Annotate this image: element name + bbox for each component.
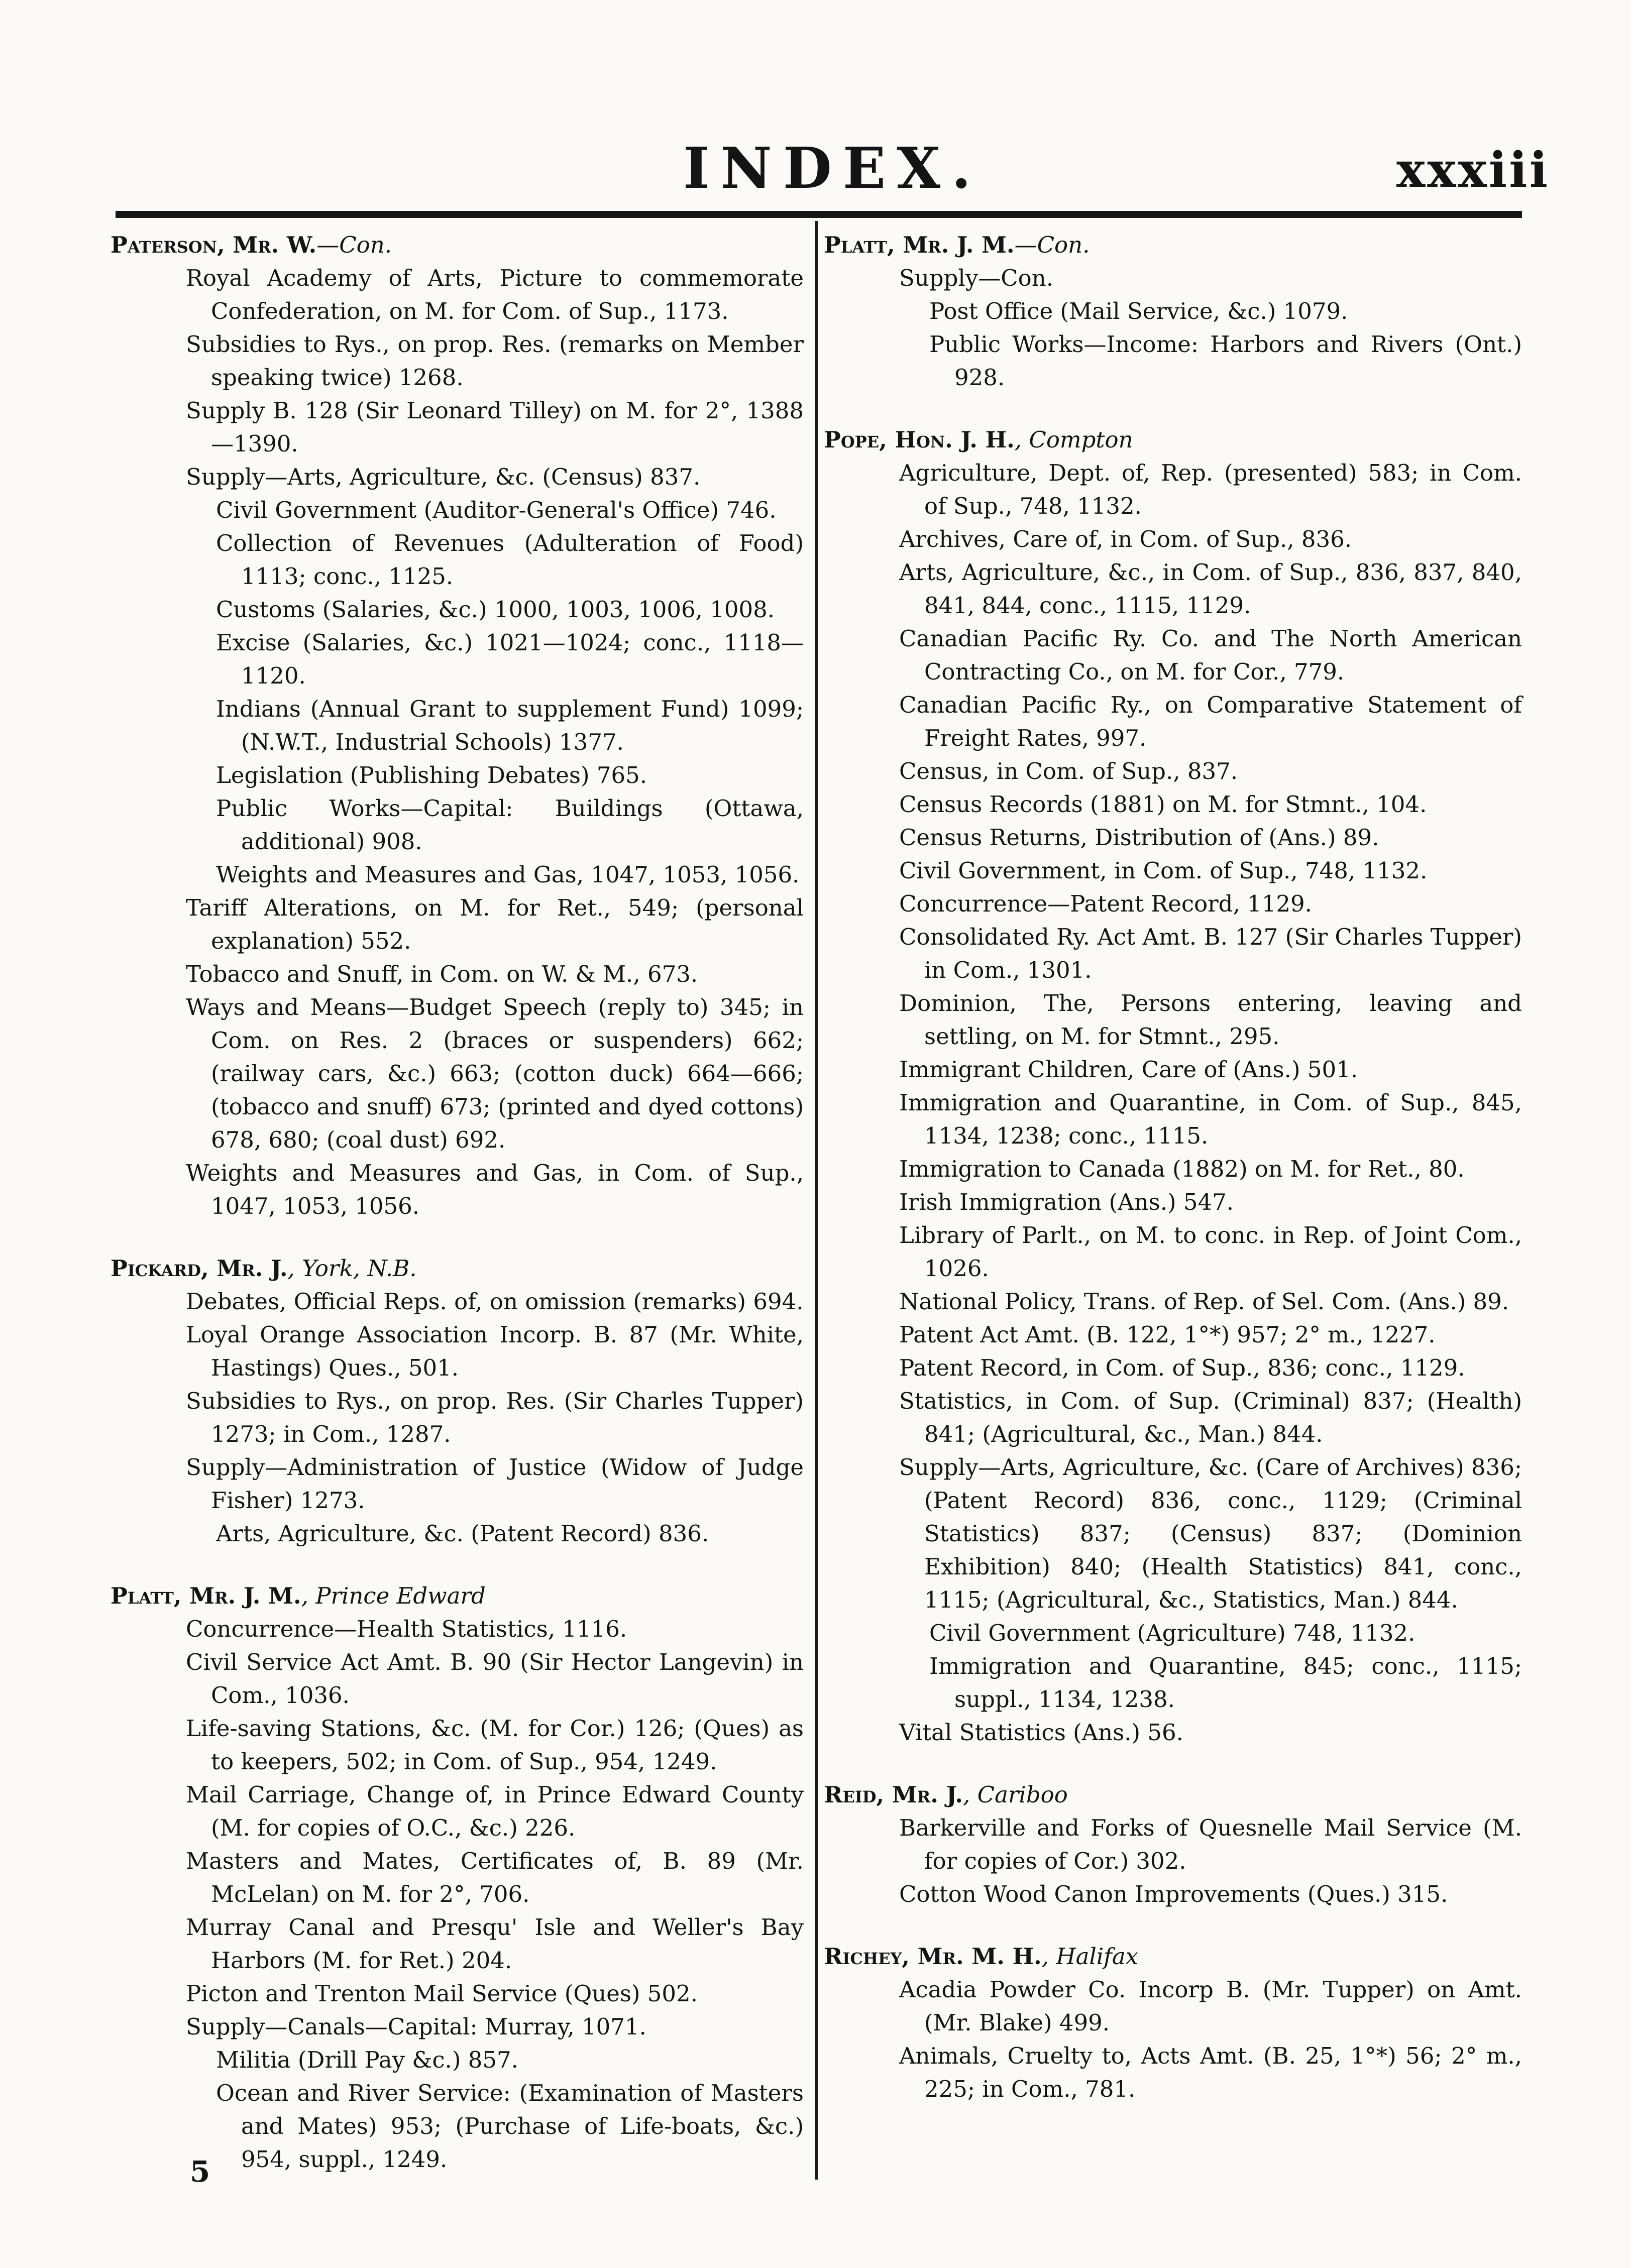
member-constituency: , Cariboo [963,1781,1068,1808]
index-line: Tobacco and Snuff, in Com. on W. & M., 673. [186,961,698,987]
entry-heading [111,1579,804,1613]
index-line: Dominion, The, Persons entering, leaving and settling, on M. for Stmnt., 295. [899,990,1522,1050]
index-line: Militia (Drill Pay &c.) 857. [216,2047,518,2073]
member-name: Reid, Mr. J. [824,1781,963,1808]
index-line: Civil Government (Auditor-General's Office) 746. [216,497,777,523]
index-line: Census, in Com. of Sup., 837. [899,758,1238,784]
index-line: Weights and Measures and Gas, in Com. of Sup., 1047, 1053, 1056. [186,1160,804,1219]
index-line: Cotton Wood Canon Improvements (Ques.) 315. [899,1881,1448,1907]
page-header [0,0,1631,211]
member-name: Platt, Mr. J. M. [824,232,1015,258]
page-number: xxxiii [1396,142,1550,198]
signature-mark: 5 [190,2154,210,2189]
index-line: Statistics, in Com. of Sup. (Criminal) 837; (Health) 841; (Agricultural, &c., Man.) 844. [899,1388,1522,1447]
index-line: Consolidated Ry. Act Amt. B. 127 (Sir Charles Tupper) in Com., 1301. [899,924,1522,983]
index-entry [824,1778,1522,1911]
index-line: Subsidies to Rys., on prop. Res. (remarks on Member speaking twice) 1268. [186,331,804,391]
index-line: Civil Service Act Amt. B. 90 (Sir Hector Langevin) in Com., 1036. [186,1649,804,1709]
index-line: Acadia Powder Co. Incorp B. (Mr. Tupper) on Amt. (Mr. Blake) 499. [899,1976,1522,2036]
index-line: Supply—Con. [899,265,1054,291]
index-line: Archives, Care of, in Com. of Sup., 836. [899,526,1352,552]
index-line: Picton and Trenton Mail Service (Ques) 502. [186,1980,698,2007]
index-entry [824,1940,1522,2106]
index-line: Customs (Salaries, &c.) 1000, 1003, 1006, 1008. [216,596,775,623]
index-line: Weights and Measures and Gas, 1047, 1053, 1056. [216,861,800,888]
index-line: Agriculture, Dept. of, Rep. (presented) 583; in Com. of Sup., 748, 1132. [899,460,1522,519]
member-name: Richey, Mr. M. H. [824,1943,1042,1970]
index-line: Supply—Canals—Capital: Murray, 1071. [186,2013,646,2040]
index-line: Arts, Agriculture, &c. (Patent Record) 836. [216,1520,709,1547]
index-line: Vital Statistics (Ans.) 56. [899,1719,1183,1746]
index-line: Excise (Salaries, &c.) 1021—1024; conc., 1118—1120. [216,629,804,689]
member-constituency: , Prince Edward [301,1582,486,1609]
entry-heading [111,1252,804,1285]
index-line: Census Records (1881) on M. for Stmnt., 104. [899,791,1427,818]
index-line: Public Works—Capital: Buildings (Ottawa, additional) 908. [216,795,804,855]
column-divider [815,221,818,2180]
index-line: Indians (Annual Grant to supplement Fund) 1099; (N.W.T., Industrial Schools) 1377. [216,696,804,755]
index-line: Immigration to Canada (1882) on M. for Ret., 80. [899,1156,1465,1182]
index-line: Concurrence—Patent Record, 1129. [899,890,1312,917]
index-line: Ways and Means—Budget Speech (reply to) 345; in Com. on Res. 2 (braces or suspenders) 662; (railway cars, &c.) 663; (cotton duck) 664—666; (tobacco and snuff) 673; (printed and dyed cottons) 678, 680; (coal dust) 692. [186,994,804,1153]
index-line: Supply—Arts, Agriculture, &c. (Care of Archives) 836; (Patent Record) 836, conc., 1129; (Criminal Statistics) 837; (Census) 837; (Dominion Exhibition) 840; (Health Statistics) 841, conc., 1115; (Agricultural, &c., Statistics, Man.) 844. [899,1454,1522,1613]
index-line: Immigrant Children, Care of (Ans.) 501. [899,1056,1358,1083]
member-constituency: , Halifax [1041,1943,1139,1970]
index-line: Supply—Arts, Agriculture, &c. (Census) 837. [186,464,701,490]
header-rule [116,211,1522,218]
member-name: Pope, Hon. J. H. [824,426,1015,453]
member-name: Paterson, Mr. W. [111,232,317,258]
index-line: Tariff Alterations, on M. for Ret., 549; (personal explanation) 552. [186,894,804,954]
index-line: Immigration and Quarantine, in Com. of Sup., 845, 1134, 1238; conc., 1115. [899,1089,1522,1149]
index-line: Life-saving Stations, &c. (M. for Cor.) 126; (Ques) as to keepers, 502; in Com. of Sup., 954, 1249. [186,1715,804,1775]
index-entry [111,1579,804,2176]
entry-heading [111,229,804,262]
index-line: Civil Government, in Com. of Sup., 748, 1132. [899,857,1428,884]
index-line: Animals, Cruelty to, Acts Amt. (B. 25, 1°*) 56; 2° m., 225; in Com., 781. [899,2043,1522,2102]
entry-heading [824,1940,1522,1973]
index-line: Mail Carriage, Change of, in Prince Edward County (M. for copies of O.C., &c.) 226. [186,1781,804,1841]
index-line: Debates, Official Reps. of, on omission (remarks) 694. [186,1288,804,1315]
index-line: Patent Act Amt. (B. 122, 1°*) 957; 2° m., 1227. [899,1321,1436,1348]
member-constituency: , Compton [1014,426,1133,453]
index-entry [824,229,1522,394]
index-entry [111,229,804,1223]
index-line: Supply—Administration of Justice (Widow of Judge Fisher) 1273. [186,1454,804,1514]
index-entry [111,1252,804,1550]
index-line: Royal Academy of Arts, Picture to commemorate Confederation, on M. for Com. of Sup., 1173. [186,265,804,324]
index-line: National Policy, Trans. of Rep. of Sel. Com. (Ans.) 89. [899,1288,1509,1315]
index-line: Patent Record, in Com. of Sup., 836; conc., 1129. [899,1354,1465,1381]
member-constituency: —Con. [316,232,392,258]
index-line: Immigration and Quarantine, 845; conc., 1115; suppl., 1134, 1238. [929,1653,1522,1713]
left-index-column [111,229,804,2205]
entry-heading [824,1778,1522,1811]
index-line: Loyal Orange Association Incorp. B. 87 (Mr. White, Hastings) Ques., 501. [186,1321,804,1381]
index-line: Collection of Revenues (Adulteration of Food) 1113; conc., 1125. [216,530,804,590]
member-name: Platt, Mr. J. M. [111,1582,301,1609]
index-line: Irish Immigration (Ans.) 547. [899,1189,1234,1215]
index-line: Census Returns, Distribution of (Ans.) 89. [899,824,1379,851]
index-line: Subsidies to Rys., on prop. Res. (Sir Charles Tupper) 1273; in Com., 1287. [186,1388,804,1447]
index-line: Civil Government (Agriculture) 748, 1132. [929,1620,1416,1646]
index-line: Public Works—Income: Harbors and Rivers (Ont.) 928. [929,331,1522,391]
index-line: Masters and Mates, Certificates of, B. 89 (Mr. McLelan) on M. for 2°, 706. [186,1848,804,1907]
member-constituency: —Con. [1014,232,1090,258]
right-index-column [824,229,1522,2135]
entry-heading [824,423,1522,457]
index-line: Canadian Pacific Ry. Co. and The North American Contracting Co., on M. for Cor., 779. [899,625,1522,685]
index-line: Legislation (Publishing Debates) 765. [216,762,647,788]
member-constituency: , York, N.B. [287,1255,417,1282]
index-line: Supply B. 128 (Sir Leonard Tilley) on M. for 2°, 1388—1390. [186,397,804,457]
index-line: Post Office (Mail Service, &c.) 1079. [929,298,1348,324]
index-line: Library of Parlt., on M. to conc. in Rep. of Joint Com., 1026. [899,1222,1522,1282]
index-entry [824,423,1522,1749]
index-line: Concurrence—Health Statistics, 1116. [186,1616,627,1642]
index-line: Arts, Agriculture, &c., in Com. of Sup., 836, 837, 840, 841, 844, conc., 1115, 1129. [899,559,1522,619]
index-line: Canadian Pacific Ry., on Comparative Statement of Freight Rates, 997. [899,692,1522,751]
page-title: INDEX. [683,136,983,201]
index-line: Murray Canal and Presqu' Isle and Weller's Bay Harbors (M. for Ret.) 204. [186,1914,804,1974]
entry-heading [824,229,1522,262]
member-name: Pickard, Mr. J. [111,1255,288,1282]
index-line: Ocean and River Service: (Examination of Masters and Mates) 953; (Purchase of Life-boats, &c.) 954, suppl., 1249. [216,2080,804,2173]
index-line: Barkerville and Forks of Quesnelle Mail Service (M. for copies of Cor.) 302. [899,1815,1522,1874]
